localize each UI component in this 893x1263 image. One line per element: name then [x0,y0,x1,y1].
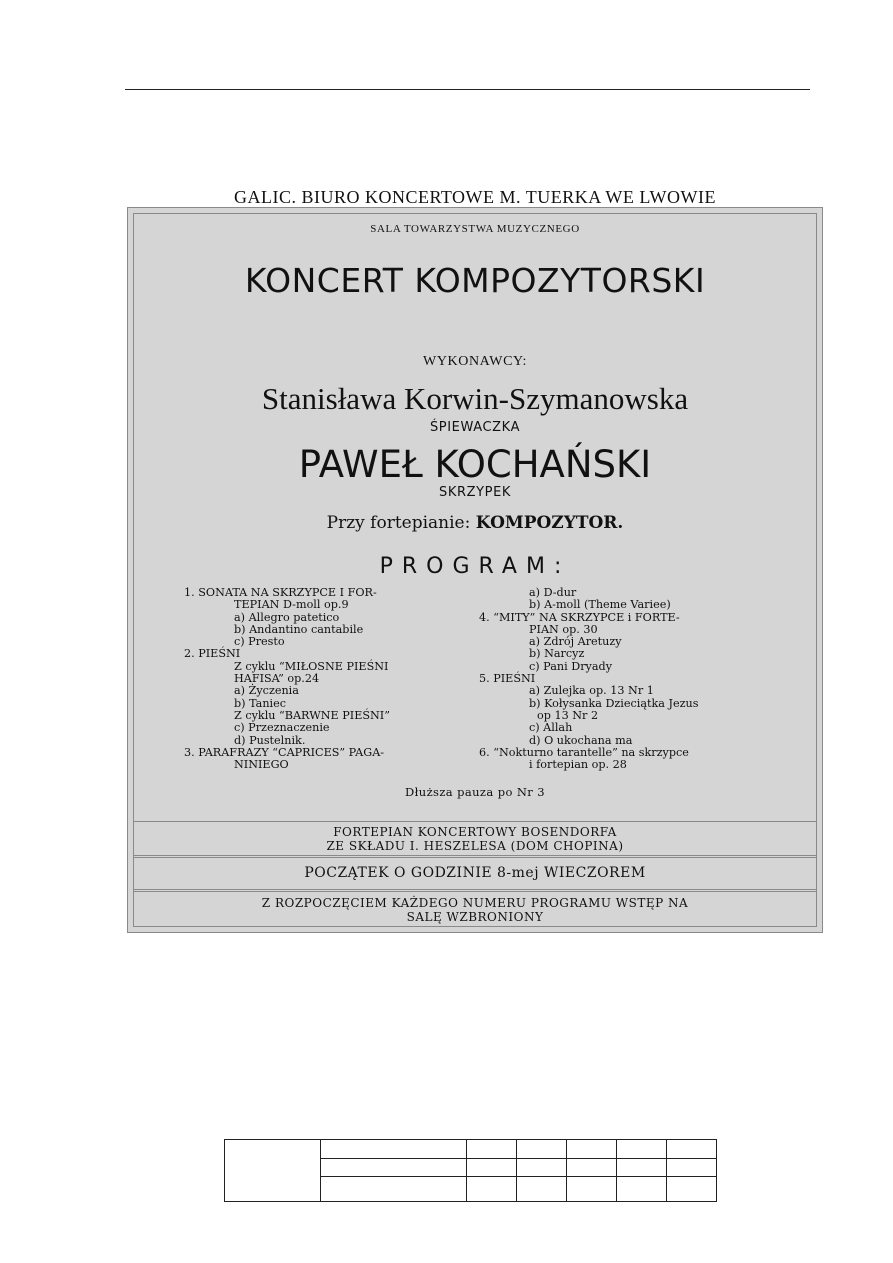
program-line: c) Pani Dryady [529,659,613,673]
program-line: b) Taniec [234,696,287,710]
concert-poster [127,207,823,933]
program-heading: PROGRAM: [379,554,571,579]
footer-grid-table [224,1139,717,1202]
program-line: Z cyklu “MIŁOSNE PIEŚNI [234,659,389,673]
program-line: 4. “MITY” NA SKRZYPCE i FORTE- [479,610,680,624]
footer-cell [517,1140,567,1159]
program-line: c) Presto [234,635,285,649]
footer-cell [225,1140,321,1202]
program-line: i fortepian op. 28 [529,758,627,772]
pause-note: Dłuższa pauza po Nr 3 [405,785,545,799]
program-line: 3. PARAFRAZY “CAPRICES” PAGA- [184,745,385,759]
footer-cell [567,1177,617,1202]
program-line: TEPIAN D-moll op.9 [234,598,349,612]
footer-cell [567,1140,617,1159]
program-line: Z cyklu “BARWNE PIEŚNI” [234,708,390,722]
start-time-band [134,857,816,890]
footer-cell [517,1159,567,1177]
footer-cell [467,1177,517,1202]
piano-info-band [134,821,816,856]
program-line: 5. PIEŚNI [479,672,536,686]
performer1-name: Stanisława Korwin-Szymanowska [261,381,689,416]
program-line: 1. SONATA NA SKRZYPCE I FOR- [184,586,377,599]
footer-cell [321,1159,467,1177]
piano-info-line2: ZE SKŁADU I. HESZELESA (DOM CHOPINA) [326,839,624,853]
piano-info-line1: FORTEPIAN KONCERTOWY BOSENDORFA [333,825,617,839]
footer-cell [517,1177,567,1202]
program-right-column [479,587,799,771]
footer-cell [667,1177,717,1202]
notice-line2: SALĘ WZBRONIONY [406,910,544,924]
program-left-column [184,587,464,771]
program-line: a) Allegro patetico [234,610,340,624]
program-line: HAFISA” op.24 [234,672,320,686]
piano-value: KOMPOZYTOR. [475,513,624,533]
footer-cell [321,1177,467,1202]
header-rule [125,89,810,90]
performer1-role: ŚPIEWACZKA [429,420,521,435]
notice-line1: Z ROZPOCZĘCIEM KAŻDEGO NUMERU PROGRAMU WSTĘP NA [261,896,689,910]
venue-name: SALA TOWARZYSTWA MUZYCZNEGO [370,223,580,235]
program-line: a) D-dur [529,586,577,599]
program-line: a) Zdrój Aretuzy [529,635,622,649]
footer-cell [617,1177,667,1202]
program-line: c) Przeznaczenie [234,721,330,735]
program-line: b) Andantino cantabile [234,622,364,636]
footer-cell [321,1140,467,1159]
piano-label: Przy fortepianie: [326,513,471,533]
program-line: a) Życzenia [234,684,299,698]
performers-label: WYKONAWCY: [423,354,527,369]
program-line: b) Narcyz [529,647,585,661]
program-line: PIAN op. 30 [529,622,598,636]
start-time: POCZĄTEK O GODZINIE 8-mej WIECZOREM [304,865,646,881]
program-line: d) Pustelnik. [234,733,306,747]
footer-cell [467,1140,517,1159]
program-line: NINIEGO [234,758,289,772]
footer-cell [667,1159,717,1177]
program-line: b) Kołysanka Dzieciątka Jezus [529,696,699,710]
program-line: d) O ukochana ma [529,733,633,747]
performer2-role: SKRZYPEK [438,485,512,500]
footer-cell [667,1140,717,1159]
program-line: b) A-moll (Theme Variee) [529,598,671,612]
program-line: 6. “Nokturno tarantelle” na skrzypce [479,745,689,759]
program-line: op 13 Nr 2 [537,708,599,722]
program-line: a) Zulejka op. 13 Nr 1 [529,684,654,698]
concert-title: KONCERT KOMPOZYTORSKI [244,261,706,300]
notice-band [134,891,816,928]
program-line: 2. PIEŚNI [184,647,241,661]
piano-line [134,513,816,533]
footer-cell [567,1159,617,1177]
program-line: c) Allah [529,721,573,735]
footer-cell [617,1140,667,1159]
footer-cell [617,1159,667,1177]
bureau-caption: GALIC. BIURO KONCERTOWE M. TUERKA WE LWOWIE [233,187,717,207]
poster-inner-frame [133,213,817,927]
footer-cell [467,1159,517,1177]
performer2-name: PAWEŁ KOCHAŃSKI [298,443,652,486]
